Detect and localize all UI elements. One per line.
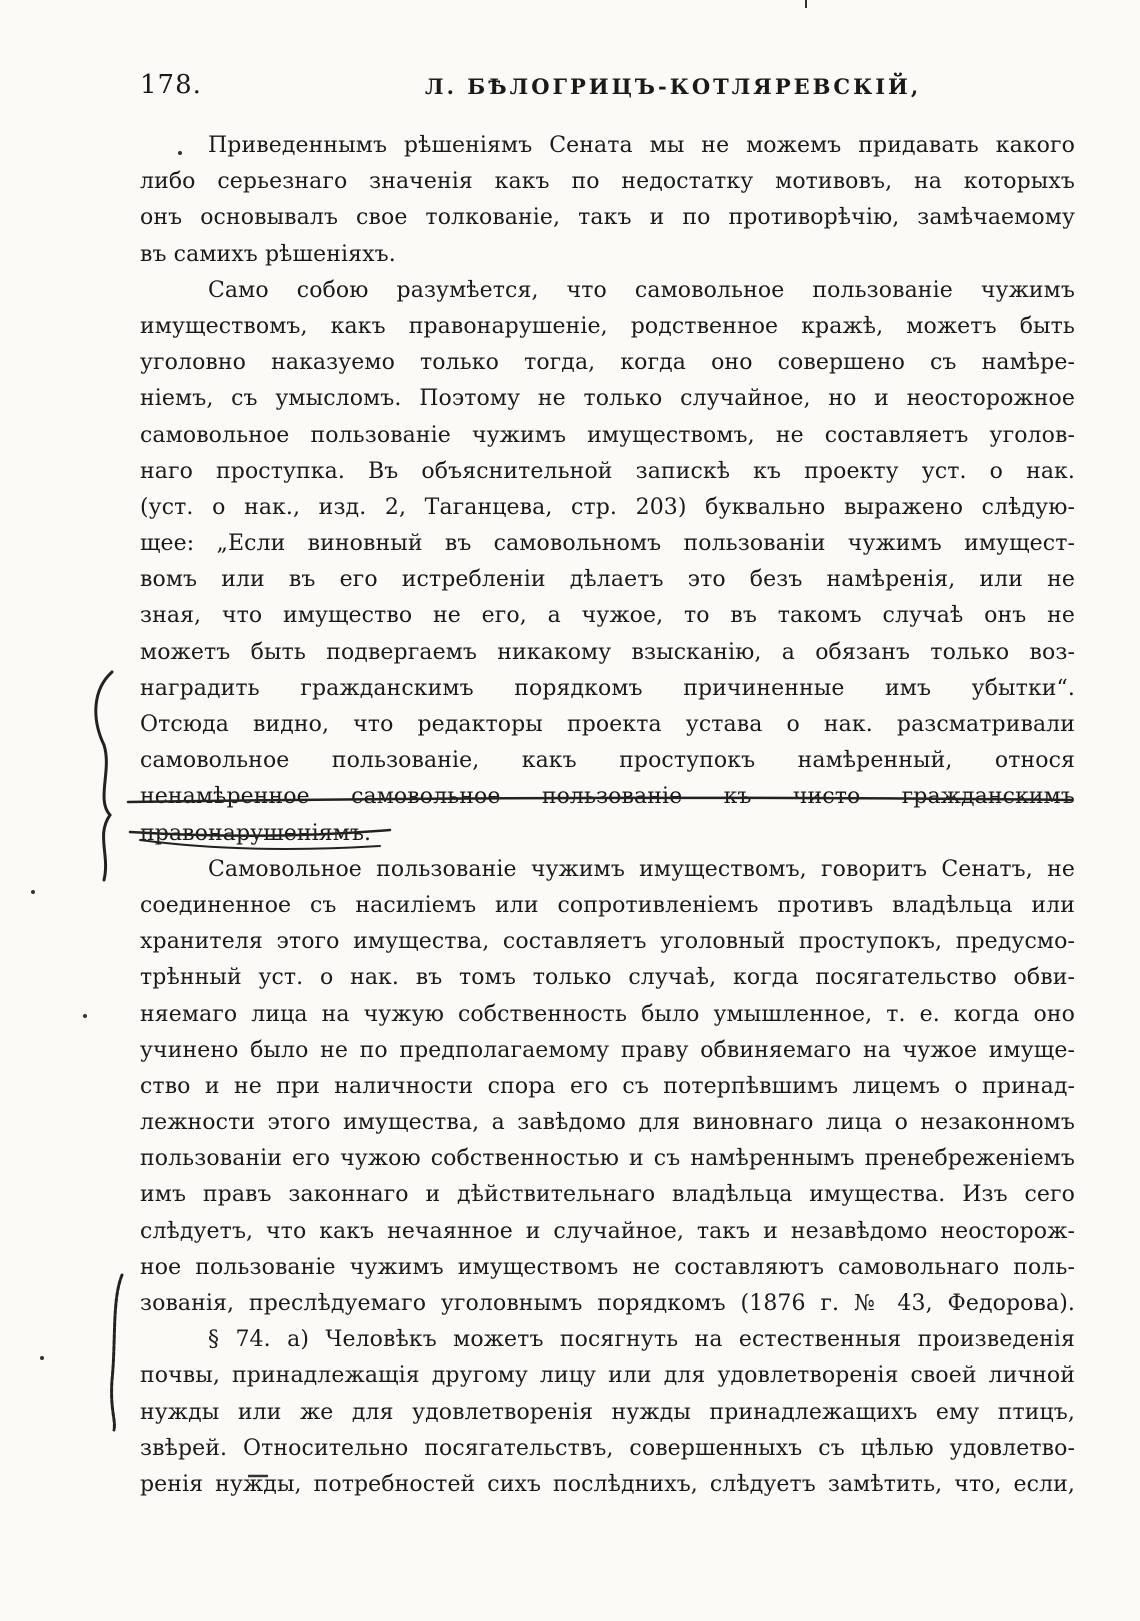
text-line: щее: „Если виновный въ самовольномъ пользованіи чужимъ имущест- — [140, 531, 1075, 557]
text-line: § 74. а) Человѣкъ можетъ посягнуть на естественныя произведенія — [208, 1327, 1075, 1353]
text-line: лежности этого имущества, а завѣдомо для виновнаго лица о незаконномъ — [140, 1110, 1075, 1136]
text-line: наго проступка. Въ объяснительной запискѣ къ проекту уст. о нак. — [140, 458, 1075, 484]
running-head: Л. БѢЛОГРИЦЪ-КОТЛЯРЕВСКІЙ, — [425, 74, 922, 99]
text-line: нужды или же для удовлетворенія нужды принадлежащихъ ему птицъ, — [140, 1399, 1075, 1425]
margin-brace-mark — [96, 672, 112, 880]
text-line: имуществомъ, какъ правонарушеніе, родственное кражѣ, можетъ быть — [140, 313, 1075, 339]
speck — [40, 1356, 44, 1360]
text-line: можетъ быть подвергаемъ никакому взысканію, а обязанъ только воз- — [140, 639, 1075, 665]
text-line: ство и не при наличности спора его съ потерпѣвшимъ лицемъ о принад- — [140, 1073, 1075, 1099]
text-line: звѣрей. Относительно посягательствъ, совершенныхъ съ цѣлью удовлетво- — [140, 1435, 1075, 1461]
text-line: самовольное пользованіе чужимъ имуществомъ, не составляетъ уголов- — [140, 422, 1075, 448]
text-line: слѣдуетъ, что какъ нечаянное и случайное, такъ и незавѣдомо неосторож- — [140, 1218, 1075, 1244]
text-line: учинено было не по предполагаемому праву обвиняемаго на чужое имуще- — [140, 1037, 1075, 1063]
text-line: Самовольное пользованіе чужимъ имуществомъ, говоритъ Сенатъ, не — [208, 856, 1075, 882]
text-line: пользованіи его чужою собственностью и съ намѣреннымъ пренебреженіемъ — [140, 1146, 1075, 1172]
text-line: либо серьезнаго значенія какъ по недостатку мотивовъ, на которыхъ — [140, 169, 1075, 195]
text-line: самовольное пользованіе, какъ проступокъ намѣренный, относя — [140, 748, 1075, 774]
text-line: Отсюда видно, что редакторы проекта устава о нак. разсматривали — [140, 712, 1075, 737]
speck — [83, 1014, 87, 1018]
text-line: имъ правъ законнаго и дѣйствительнаго владѣльца имущества. Изъ сего — [140, 1182, 1075, 1208]
text-line: хранителя этого имущества, составляетъ уголовный проступокъ, предусмо- — [140, 929, 1075, 955]
text-line: трѣнный уст. о нак. въ томъ только случаѣ, когда посягательство обви- — [140, 965, 1075, 991]
text-line: ренія нужды, потребностей сихъ послѣднихъ, слѣдуетъ замѣтить, что, если, — [140, 1471, 1075, 1497]
page-body — [140, 128, 1075, 1503]
text-line: (уст. о нак., изд. 2, Таганцева, стр. 203) буквально выражено слѣдую- — [140, 494, 1075, 520]
text-line: ненамѣренное самовольное пользованіе къ чисто гражданскимъ — [140, 784, 1075, 810]
text-line: въ самихъ рѣшеніяхъ. — [140, 241, 396, 267]
text-line: онъ основывалъ свое толкованіе, такъ и по противорѣчію, замѣчаемому — [140, 205, 1075, 231]
text-line: ніемъ, съ умысломъ. Поэтому не только случайное, но и неосторожное — [140, 386, 1075, 412]
page-header — [140, 70, 1090, 110]
text-line: зная, что имущество не его, а чужое, то въ такомъ случаѣ онъ не — [140, 603, 1075, 629]
text-line: почвы, принадлежащія другому лицу или для удовлетворенія своей личной — [140, 1363, 1075, 1389]
text-line: соединенное съ насиліемъ или сопротивленіемъ противъ владѣльца или — [140, 892, 1075, 918]
text-line: зованія, преслѣдуемаго уголовнымъ порядкомъ (1876 г. № 43, Федорова). — [140, 1291, 1075, 1316]
text-line: уголовно наказуемо только тогда, когда оно совершено съ намѣре- — [140, 350, 1075, 376]
text-line: Само собою разумѣется, что самовольное пользованіе чужимъ — [208, 277, 1075, 303]
text-line: наградить гражданскимъ порядкомъ причиненные имъ убытки“. — [140, 675, 1075, 701]
text-line: вомъ или въ его истребленіи дѣлаетъ это безъ намѣренія, или не — [140, 567, 1075, 593]
page-number: 178. — [140, 70, 202, 100]
text-line: Приведеннымъ рѣшеніямъ Сената мы не можемъ придавать какого — [208, 133, 1075, 158]
margin-line-mark — [112, 1275, 122, 1430]
text-line: ное пользованіе чужимъ имуществомъ не составляютъ самовольнаго поль- — [140, 1254, 1075, 1280]
text-line: правонарушеніямъ. — [140, 820, 372, 846]
text-line: няемаго лица на чужую собственность было умышленное, т. е. когда оно — [140, 1001, 1075, 1027]
speck — [31, 890, 35, 894]
